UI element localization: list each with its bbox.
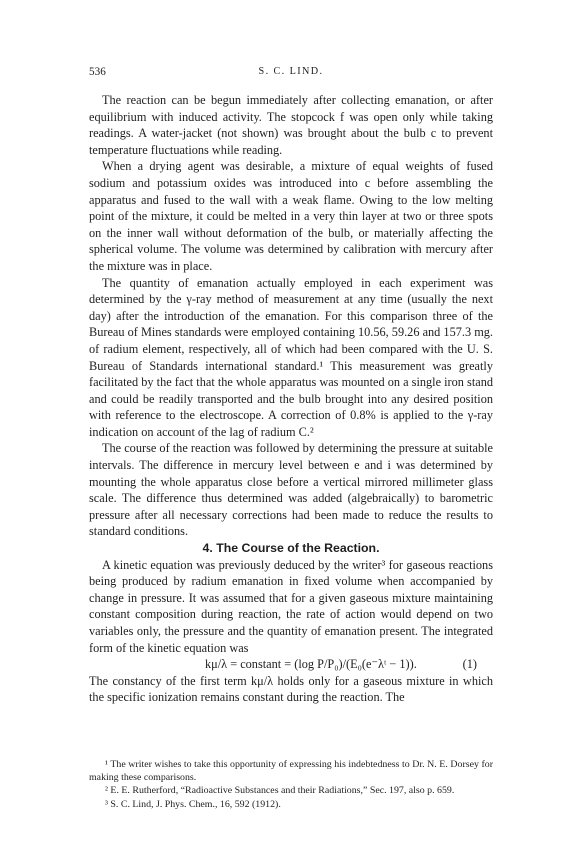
paragraph-emanation-quantity: The quantity of emanation actually employed in each experiment was determined by the γ-ray method of measurement at any time (usually the next day) after the introduction of the emanation. For this comparison three of the Bureau of Mines standards were employed containing 10.56, 59.26 and 157.3 mg. of radium element, respectively, all of which had been compared with the U. S. Bureau of Standards international standard.¹ This measurement was greatly facilitated by the fact that the whole apparatus was mounted on a single iron stand and could be readily transported and the bulb brought into any desired position with reference to the electroscope. A correction of 0.8% is applied to the γ-ray indication on account of the lag of radium C.² [89,275,493,439]
footnote-3: ³ S. C. Lind, J. Phys. Chem., 16, 592 (1912). [105,798,281,810]
paragraph-kinetic-equation: A kinetic equation was previously deduced by the writer³ for gaseous reactions being produced by radium emanation in fixed volume when accompanied by change in pressure. It was assumed that for a given gaseous mixture maintaining constant composition during reaction, the rate of action would depend on two variables only, the pressure and the quantity of emanation present. The integrated form of the kinetic equation was [89,557,493,655]
footnote-1: ¹ The writer wishes to take this opportunity of expressing his indebtedness to Dr. N. E. Dorsey for making these comparisons. [89,759,493,784]
equation-1 [89,656,493,673]
equation-formula: kμ/λ = constant = (log P/P₀)/(E₀(e⁻λᵗ − 1)). [205,657,417,672]
running-head: S. C. LIND. [258,66,324,77]
body-text [89,92,493,706]
paragraph-pressure-measurement: The course of the reaction was followed by determining the pressure at suitable intervals. The difference in mercury level between e and i was determined by mounting the whole apparatus close before a vertical mirrored millimeter glass scale. The difference thus determined was added (algebraically) to barometric pressure after all necessary corrections had been made to reduce the results to standard conditions. [89,441,493,539]
paragraph-drying-agent: When a drying agent was desirable, a mixture of equal weights of fused sodium and potassium oxides was introduced into c before assembling the apparatus and fused to the wall with a weak flame. Owing to the low melting point of the mixture, it could be melted in a very thin layer at two or three spots on the inner wall without deformation of the bulb, or materially affecting the spherical volume. The volume was determined by calibration with mercury after the mixture was in place. [89,159,493,273]
footnotes [89,758,493,811]
page-number: 536 [89,66,106,78]
equation-number: (1) [462,657,477,672]
paragraph-constancy: The constancy of the first term kμ/λ holds only for a gaseous mixture in which the specific ionization remains constant during the reaction. The [89,673,493,705]
page-header [89,66,493,82]
section-heading: 4. The Course of the Reaction. [202,541,380,556]
paragraph-apparatus-reading: The reaction can be begun immediately after collecting emanation, or after equilibrium with induced activity. The stopcock f was open only while taking readings. A water-jacket (not shown) was brought about the bulb c to prevent temperature fluctuations while reading. [89,93,493,157]
footnote-2: ² E. E. Rutherford, “Radioactive Substances and their Radiations,” Sec. 197, also p. 659. [105,785,455,797]
